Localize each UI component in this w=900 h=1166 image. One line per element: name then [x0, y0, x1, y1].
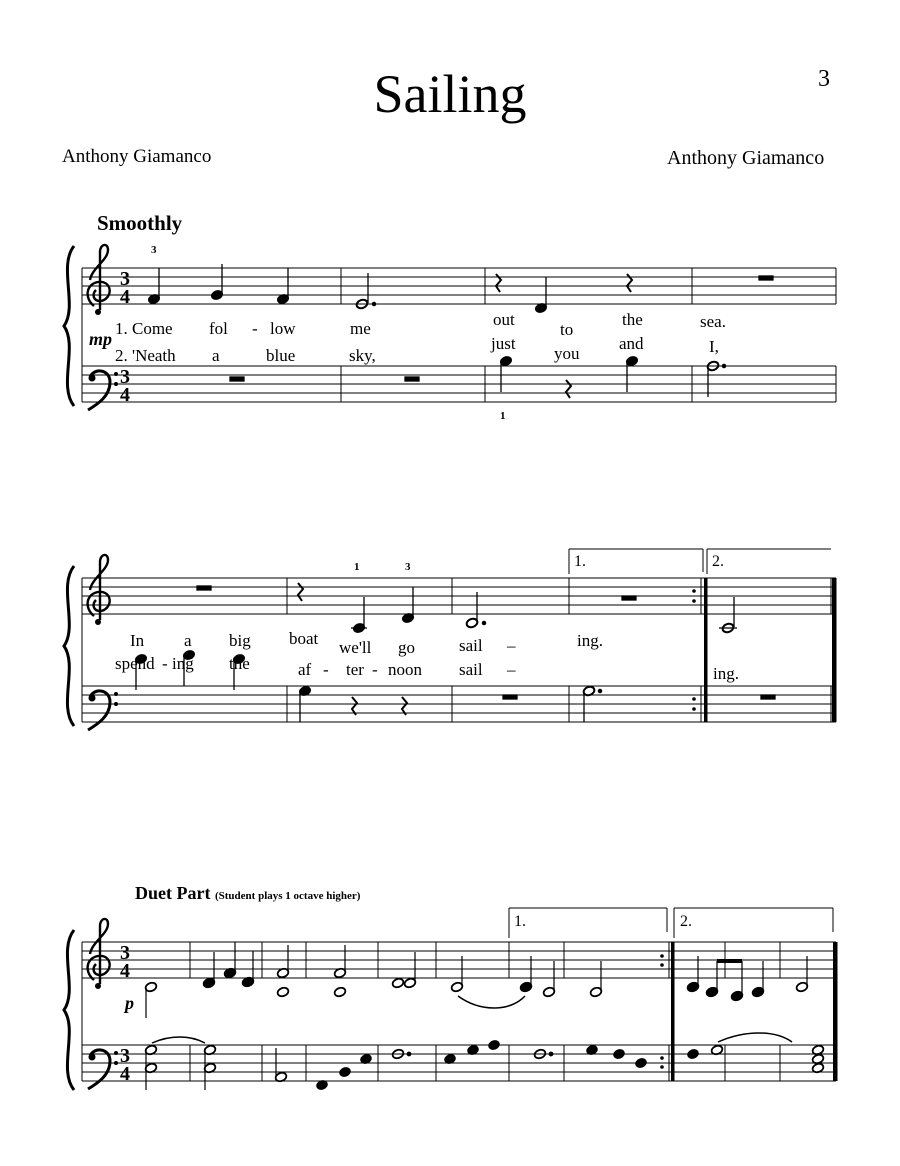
lyric-v2: a — [212, 346, 220, 365]
lyric-v1: 1. Come — [115, 319, 173, 338]
dynamic-p: p — [125, 993, 134, 1013]
svg-text:4: 4 — [120, 286, 130, 308]
fingering-1: 1 — [500, 410, 506, 422]
lyric-v2: - — [162, 654, 168, 673]
lyric-v2: I, — [709, 337, 719, 356]
duet-staff-lines — [82, 908, 836, 1081]
duet-first-ending-label: 1. — [514, 913, 526, 930]
svg-text:3: 3 — [120, 942, 130, 964]
lyric-v1: – — [507, 636, 516, 655]
lyric-v2: and — [619, 334, 644, 353]
lyric-v1: In — [130, 631, 145, 650]
system-2-notes — [134, 583, 775, 722]
duet-notes — [144, 942, 824, 1090]
duet-title: Duet Part — [135, 883, 211, 903]
lyric-v2: you — [554, 344, 580, 363]
lyric-v1: sea. — [700, 312, 726, 331]
svg-text:4: 4 — [120, 1063, 130, 1085]
lyric-v2: sail — [459, 660, 483, 679]
svg-text:4: 4 — [120, 384, 130, 406]
lyric-v1: the — [622, 310, 643, 329]
lyric-v2: blue — [266, 346, 296, 365]
lyric-v2: just — [491, 334, 516, 353]
lyric-v1: sail — [459, 636, 483, 655]
second-ending-label: 2. — [712, 553, 724, 570]
lyric-v1: to — [560, 320, 574, 339]
svg-text:3: 3 — [120, 268, 130, 290]
lyric-v2: 2. 'Neath — [115, 346, 176, 365]
lyric-v2: ter — [346, 660, 364, 679]
lyric-v2: - — [323, 660, 329, 679]
lyric-v1: go — [398, 638, 415, 657]
svg-text:4: 4 — [120, 960, 130, 982]
first-ending-label: 1. — [574, 553, 586, 570]
lyric-v2: sky, — [349, 346, 376, 365]
lyric-v1: low — [270, 319, 296, 338]
lyric-v2: ing — [172, 654, 194, 673]
page-title: Sailing — [373, 64, 527, 124]
tempo-marking: Smoothly — [97, 211, 183, 235]
lyric-v2: af — [298, 660, 312, 679]
lyric-v1: we'll — [339, 638, 372, 657]
dynamic-mp: mp — [89, 329, 113, 349]
lyric-v1: - — [252, 319, 258, 338]
lyric-v2: ing. — [713, 664, 739, 683]
duet-part-heading — [135, 883, 360, 904]
fingering-3: 3 — [405, 561, 411, 573]
system-1-staff-lines — [82, 268, 836, 402]
lyric-v1: boat — [289, 629, 319, 648]
page-number: 3 — [818, 66, 830, 92]
lyric-v2: spend — [115, 654, 155, 673]
lyric-v1: ing. — [577, 631, 603, 650]
svg-text:3: 3 — [120, 1045, 130, 1067]
lyric-v2: noon — [388, 660, 422, 679]
svg-text:3: 3 — [120, 366, 130, 388]
lyric-v1: big — [229, 631, 251, 650]
lyric-v1: fol — [209, 319, 228, 338]
arranger-credit: Anthony Giamanco — [62, 146, 212, 167]
fingering-3: 3 — [151, 244, 157, 256]
composer-credit: Anthony Giamanco — [667, 147, 825, 169]
lyric-v2: the — [229, 654, 250, 673]
duet-subtitle: (Student plays 1 octave higher) — [214, 890, 361, 902]
fingering-1: 1 — [354, 561, 360, 573]
duet-second-ending-label: 2. — [680, 913, 692, 930]
lyric-v1: out — [493, 310, 515, 329]
lyric-v1: me — [350, 319, 371, 338]
lyric-v2: – — [507, 660, 516, 679]
system-1-notes — [147, 264, 773, 398]
lyric-v1: a — [184, 631, 192, 650]
lyric-v2: - — [372, 660, 378, 679]
